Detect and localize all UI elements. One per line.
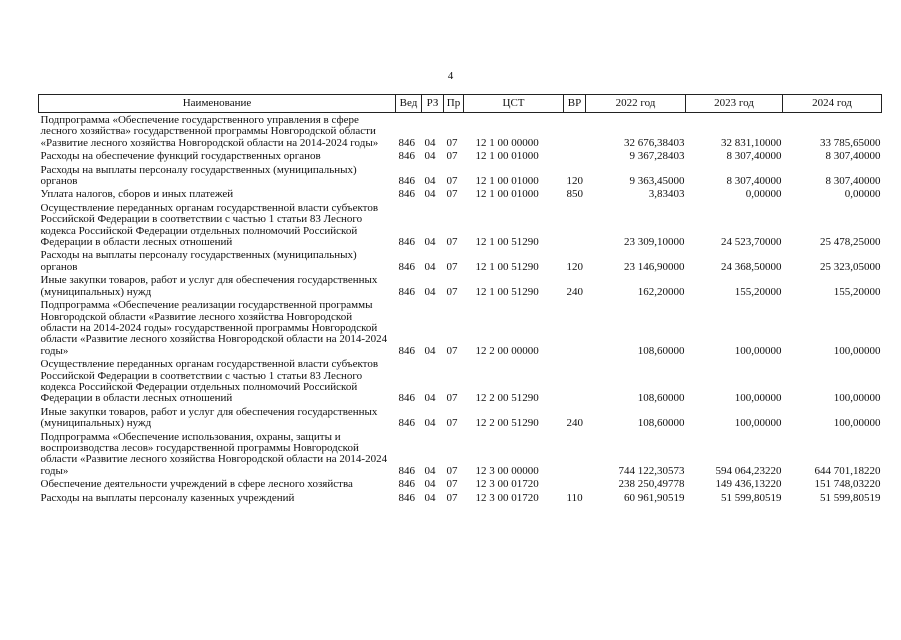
row-2023: 100,00000 [734,392,782,405]
row-vr [564,357,586,405]
row-vr [564,477,586,490]
row-pr: 07 [446,392,458,405]
row-pr: 07 [446,188,458,201]
row-2022: 162,20000 [637,285,685,298]
row-2023: 32 831,10000 [721,136,782,149]
row-2022: 9 367,28403 [629,150,685,163]
table-row [39,163,882,188]
row-cst: 12 2 00 51290 [475,392,539,405]
row-vr: 120 [566,175,583,188]
row-2023: 100,00000 [734,344,782,357]
row-name: Уплата налогов, сборов и иных платежей [40,188,234,201]
row-cst: 12 3 00 00000 [475,464,539,477]
row-name: Иные закупки товаров, работ и услуг для обеспечения государственных (муниципальных) нужд [40,405,378,430]
row-2022: 32 676,38403 [624,136,685,149]
row-2022: 744 122,30573 [618,464,685,477]
row-rz: 04 [424,464,436,477]
row-rz: 04 [424,236,436,249]
table-row [39,298,882,357]
row-ved: 846 [398,175,415,188]
table-row [39,201,882,249]
row-vr [564,113,586,150]
row-2023: 594 064,23220 [715,464,782,477]
row-2023: 8 307,40000 [726,150,782,163]
row-pr: 07 [446,285,458,298]
row-cst: 12 1 00 00000 [475,136,539,149]
row-vr: 240 [566,417,583,430]
row-name: Иные закупки товаров, работ и услуг для обеспечения государственных (муниципальных) нужд [40,274,378,298]
table-row [39,273,882,298]
row-2024: 100,00000 [833,392,881,405]
row-2023: 24 523,70000 [721,236,782,249]
row-2024: 25 323,05000 [820,260,881,273]
row-2024: 0,00000 [844,188,881,201]
row-cst: 12 1 00 51290 [475,285,539,298]
table-row [39,357,882,405]
table-row [39,113,882,150]
row-2024: 25 478,25000 [820,236,881,249]
row-2023: 24 368,50000 [721,260,782,273]
row-rz: 04 [424,392,436,405]
row-2024: 151 748,03220 [814,478,881,491]
row-2024: 155,20000 [833,285,881,298]
row-pr: 07 [446,150,458,163]
row-2022: 238 250,49778 [618,478,685,491]
row-2023: 8 307,40000 [726,175,782,188]
row-name: Подпрограмма «Обеспечение государственного управления в сфере лесного хозяйства» государственной программы Новгородской области «Развитие лесного хозяйства Новгородской области на 2014-2024 годы» [40,114,379,149]
row-2022: 60 961,90519 [624,491,685,504]
row-2024: 8 307,40000 [825,150,881,163]
row-2024: 51 599,80519 [820,491,881,504]
row-pr: 07 [446,175,458,188]
row-name: Обеспечение деятельности учреждений в сфере лесного хозяйства [40,478,353,491]
row-cst: 12 1 00 01000 [475,150,539,163]
row-ved: 846 [398,260,415,273]
row-2022: 23 309,10000 [624,236,685,249]
table-row [39,248,882,273]
row-pr: 07 [446,417,458,430]
row-pr: 07 [446,344,458,357]
row-cst: 12 2 00 51290 [475,417,539,430]
row-ved: 846 [398,491,415,504]
row-pr: 07 [446,478,458,491]
budget-table [38,94,882,504]
row-ved: 846 [398,392,415,405]
row-name: Расходы на выплаты персоналу государственных (муниципальных) органов [40,163,357,188]
row-pr: 07 [446,464,458,477]
row-cst: 12 1 00 51290 [475,260,539,273]
row-cst: 12 3 00 01720 [475,478,539,491]
row-2022: 108,60000 [637,344,685,357]
row-vr: 850 [566,188,583,201]
table-row [39,430,882,478]
header-2024: 2024 год [783,95,882,113]
row-name: Осуществление переданных органам государственной власти субъектов Российской Федерации в соответствии с частью 1 статьи 83 Лесного кодекса Российской Федерации отдельных полномочий Российской Федерации в области лесных отношений [40,201,379,249]
row-rz: 04 [424,136,436,149]
header-cst: ЦСТ [464,95,564,113]
row-ved: 846 [398,136,415,149]
row-rz: 04 [424,188,436,201]
row-cst: 12 2 00 00000 [475,344,539,357]
row-rz: 04 [424,175,436,188]
row-name: Подпрограмма «Обеспечение использования, охраны, защиты и воспроизводства лесов» государственной программы Новгородской области «Развитие лесного хозяйства Новгородской области на 2014-2024 годы» [40,430,388,477]
row-2023: 100,00000 [734,417,782,430]
row-2022: 108,60000 [637,417,685,430]
table-row [39,477,882,490]
row-name: Подпрограмма «Обеспечение реализации государственной программы Новгородской области «Развитие лесного хозяйства Новгородской области на 2014-2024 годы» государственной программы Новгородской области «Развитие лесного хозяйства Новгородской области на 2014-2024 годы» [40,299,388,357]
row-2022: 23 146,90000 [624,260,685,273]
row-vr: 120 [566,260,583,273]
row-rz: 04 [424,285,436,298]
row-2024: 100,00000 [833,417,881,430]
row-vr: 240 [566,285,583,298]
table-row [39,491,882,504]
row-rz: 04 [424,344,436,357]
header-name: Наименование [39,95,396,113]
header-2022: 2022 год [586,95,686,113]
table-row [39,187,882,200]
row-2022: 108,60000 [637,392,685,405]
row-vr [564,201,586,249]
header-ved: Вед [396,95,422,113]
row-pr: 07 [446,491,458,504]
row-ved: 846 [398,150,415,163]
row-ved: 846 [398,236,415,249]
row-name: Расходы на выплаты персоналу государственных (муниципальных) органов [40,249,357,273]
row-vr [564,298,586,357]
row-2023: 51 599,80519 [721,491,782,504]
row-vr [564,430,586,478]
row-name: Осуществление переданных органам государственной власти субъектов Российской Федерации в соответствии с частью 1 статьи 83 Лесного кодекса Российской Федерации отдельных полномочий Российской Федерации в области лесных отношений [40,358,379,405]
row-2022: 9 363,45000 [629,175,685,188]
row-ved: 846 [398,464,415,477]
row-2023: 0,00000 [745,188,782,201]
row-rz: 04 [424,491,436,504]
row-vr: 110 [566,491,583,504]
row-ved: 846 [398,285,415,298]
row-rz: 04 [424,260,436,273]
row-ved: 846 [398,478,415,491]
row-2023: 149 436,13220 [715,478,782,491]
row-2022: 3,83403 [648,188,685,201]
table-row [39,405,882,430]
row-2024: 100,00000 [833,344,881,357]
row-cst: 12 1 00 51290 [475,236,539,249]
row-ved: 846 [398,417,415,430]
row-ved: 846 [398,344,415,357]
row-2023: 155,20000 [734,285,782,298]
page-number: 4 [447,70,454,82]
row-2024: 33 785,65000 [820,136,881,149]
row-name: Расходы на выплаты персоналу казенных учреждений [40,491,295,504]
row-rz: 04 [424,150,436,163]
row-rz: 04 [424,478,436,491]
row-pr: 07 [446,136,458,149]
row-pr: 07 [446,260,458,273]
table-row [39,149,882,162]
row-2024: 8 307,40000 [825,175,881,188]
row-rz: 04 [424,417,436,430]
header-2023: 2023 год [686,95,783,113]
table-header-row [39,95,882,113]
row-pr: 07 [446,236,458,249]
header-rz: РЗ [422,95,444,113]
row-2024: 644 701,18220 [814,464,881,477]
row-cst: 12 1 00 01000 [475,188,539,201]
row-cst: 12 1 00 01000 [475,175,539,188]
row-name: Расходы на обеспечение функций государственных органов [40,150,321,163]
header-vr: ВР [564,95,586,113]
row-cst: 12 3 00 01720 [475,491,539,504]
row-ved: 846 [398,188,415,201]
header-pr: Пр [444,95,464,113]
row-vr [564,149,586,162]
